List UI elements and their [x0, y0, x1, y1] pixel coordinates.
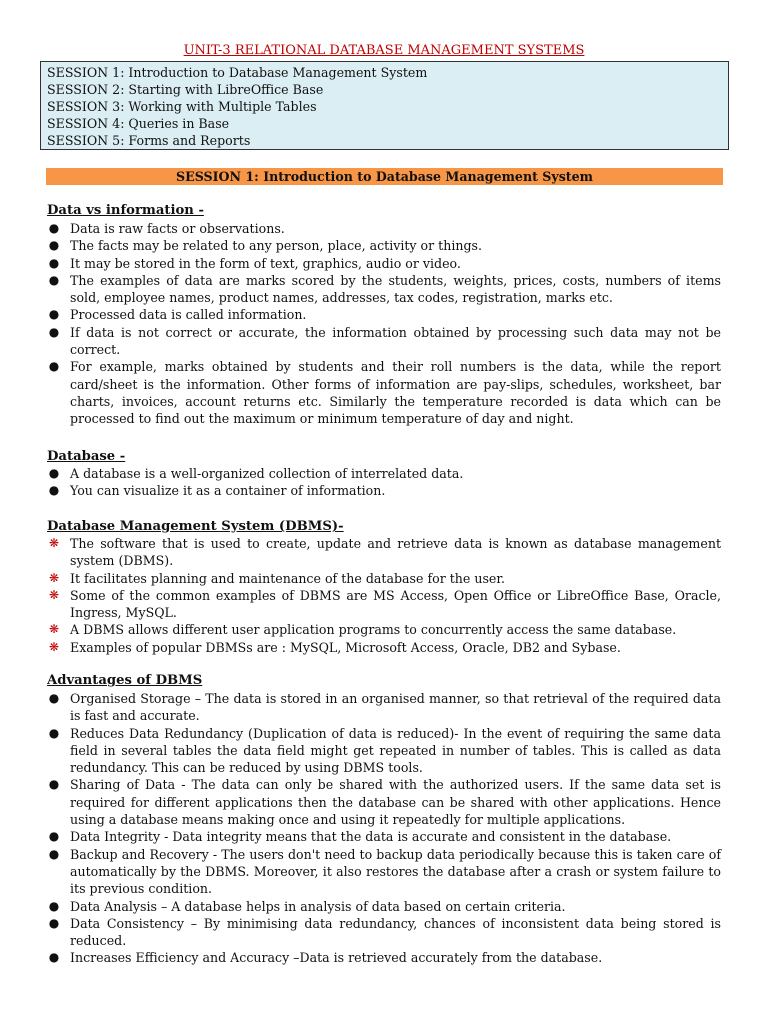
dbms-list — [47, 535, 721, 656]
section-heading-dbms: Database Management System (DBMS)- — [47, 519, 344, 534]
dot-bullet-icon: ● — [48, 324, 60, 339]
section-heading-data-vs-information: Data vs information - — [47, 203, 204, 218]
list-item: ● Backup and Recovery - The users don't need to backup data periodically because this is taken care of automatically by the DBMS. Moreover, it also restores the database after a crash or system failure to its previous condition. — [48, 846, 721, 897]
list-item: ● You can visualize it as a container of information. — [48, 483, 386, 499]
session-item: SESSION 1: Introduction to Database Management System — [47, 65, 428, 80]
dot-bullet-icon: ● — [48, 255, 60, 270]
session-list-box — [40, 61, 729, 150]
list-item: ● Data Integrity - Data integrity means that the data is accurate and consistent in the database. — [48, 829, 672, 845]
list-item: ● Organised Storage – The data is stored in an organised manner, so that retrieval of the required data is fast and accurate. — [48, 691, 721, 724]
list-item: ● Increases Efficiency and Accuracy –Data is retrieved accurately from the database. — [48, 950, 603, 966]
star-bullet-icon: ❋ — [48, 622, 60, 637]
dot-bullet-icon: ● — [48, 846, 60, 861]
section-heading-database: Database - — [47, 449, 126, 464]
dot-bullet-icon: ● — [48, 238, 60, 253]
list-item: ❋ Some of the common examples of DBMS are MS Access, Open Office or LibreOffice Base, Oracle, Ingress, MySQL. — [48, 587, 721, 621]
dot-bullet-icon: ● — [48, 915, 60, 930]
list-item: ● The facts may be related to any person, place, activity or things. — [48, 238, 482, 254]
dot-bullet-icon: ● — [48, 725, 60, 740]
list-item: ● Processed data is called information. — [48, 307, 307, 323]
star-bullet-icon: ❋ — [48, 639, 60, 654]
list-item: ● Reduces Data Redundancy (Duplication of data is reduced)- In the event of requiring the same data field in several tables the data field might get repeated in number of tables. This is called as data redundancy. This can be reduced by using DBMS tools. — [48, 725, 721, 776]
dot-bullet-icon: ● — [48, 272, 60, 287]
dot-bullet-icon: ● — [48, 466, 60, 480]
list-item: ❋ The software that is used to create, update and retrieve data is known as database management system (DBMS). — [48, 536, 721, 569]
dot-bullet-icon: ● — [48, 483, 60, 498]
session-banner: SESSION 1: Introduction to Database Management System — [46, 168, 723, 185]
star-bullet-icon: ❋ — [48, 587, 60, 602]
dot-bullet-icon: ● — [48, 898, 60, 913]
list-item: ❋ Examples of popular DBMSs are : MySQL, Microsoft Access, Oracle, DB2 and Sybase. — [48, 639, 621, 655]
list-item: ❋ A DBMS allows different user application programs to concurrently access the same database. — [48, 622, 677, 638]
list-item: ● For example, marks obtained by students and their roll numbers is the data, while the report card/sheet is the information. Other forms of information are pay-slips, schedules, worksheet, bar charts, invoices, account returns etc. Similarly the temperature recorded is data which can be processed to find out the maximum or minimum temperature of day and night. — [48, 359, 721, 427]
dot-bullet-icon: ● — [48, 359, 60, 374]
dot-bullet-icon: ● — [48, 950, 60, 965]
unit-title: UNIT-3 RELATIONAL DATABASE MANAGEMENT SYSTEMS — [183, 43, 585, 58]
dot-bullet-icon: ● — [48, 221, 60, 235]
section-heading-advantages: Advantages of DBMS — [47, 673, 203, 688]
list-item: ● It may be stored in the form of text, graphics, audio or video. — [48, 255, 461, 271]
session-item: SESSION 4: Queries in Base — [47, 116, 230, 131]
data-vs-information-list — [47, 220, 721, 428]
dot-bullet-icon: ● — [48, 829, 60, 844]
list-item: ● The examples of data are marks scored by the students, weights, prices, costs, numbers of items sold, employee names, product names, addresses, tax codes, registration, marks etc. — [48, 272, 721, 306]
list-item: ● Data Analysis – A database helps in analysis of data based on certain criteria. — [48, 898, 566, 914]
list-item: ● Data Consistency – By minimising data redundancy, chances of inconsistent data being stored is reduced. — [48, 915, 721, 949]
star-bullet-icon: ❋ — [48, 570, 60, 585]
list-item: ● Data is raw facts or observations. — [48, 221, 285, 236]
database-list — [47, 465, 721, 500]
list-item: ● A database is a well-organized collection of interrelated data. — [48, 466, 464, 481]
list-item: ● If data is not correct or accurate, the information obtained by processing such data may not be correct. — [48, 324, 721, 358]
list-item: ● Sharing of Data - The data can only be shared with the authorized users. If the same data set is required for different applications then the database can be shared with other applications. Hence using a database means making once and using it repeatedly for multiple applications. — [48, 777, 721, 828]
dot-bullet-icon: ● — [48, 691, 60, 705]
list-item: ❋ It facilitates planning and maintenance of the database for the user. — [48, 570, 506, 586]
dot-bullet-icon: ● — [48, 307, 60, 322]
session-item: SESSION 2: Starting with LibreOffice Base — [47, 82, 324, 97]
star-bullet-icon: ❋ — [48, 536, 60, 550]
session-item: SESSION 3: Working with Multiple Tables — [47, 99, 317, 114]
session-item: SESSION 5: Forms and Reports — [47, 133, 251, 148]
dot-bullet-icon: ● — [48, 777, 60, 792]
advantages-list — [47, 690, 721, 967]
